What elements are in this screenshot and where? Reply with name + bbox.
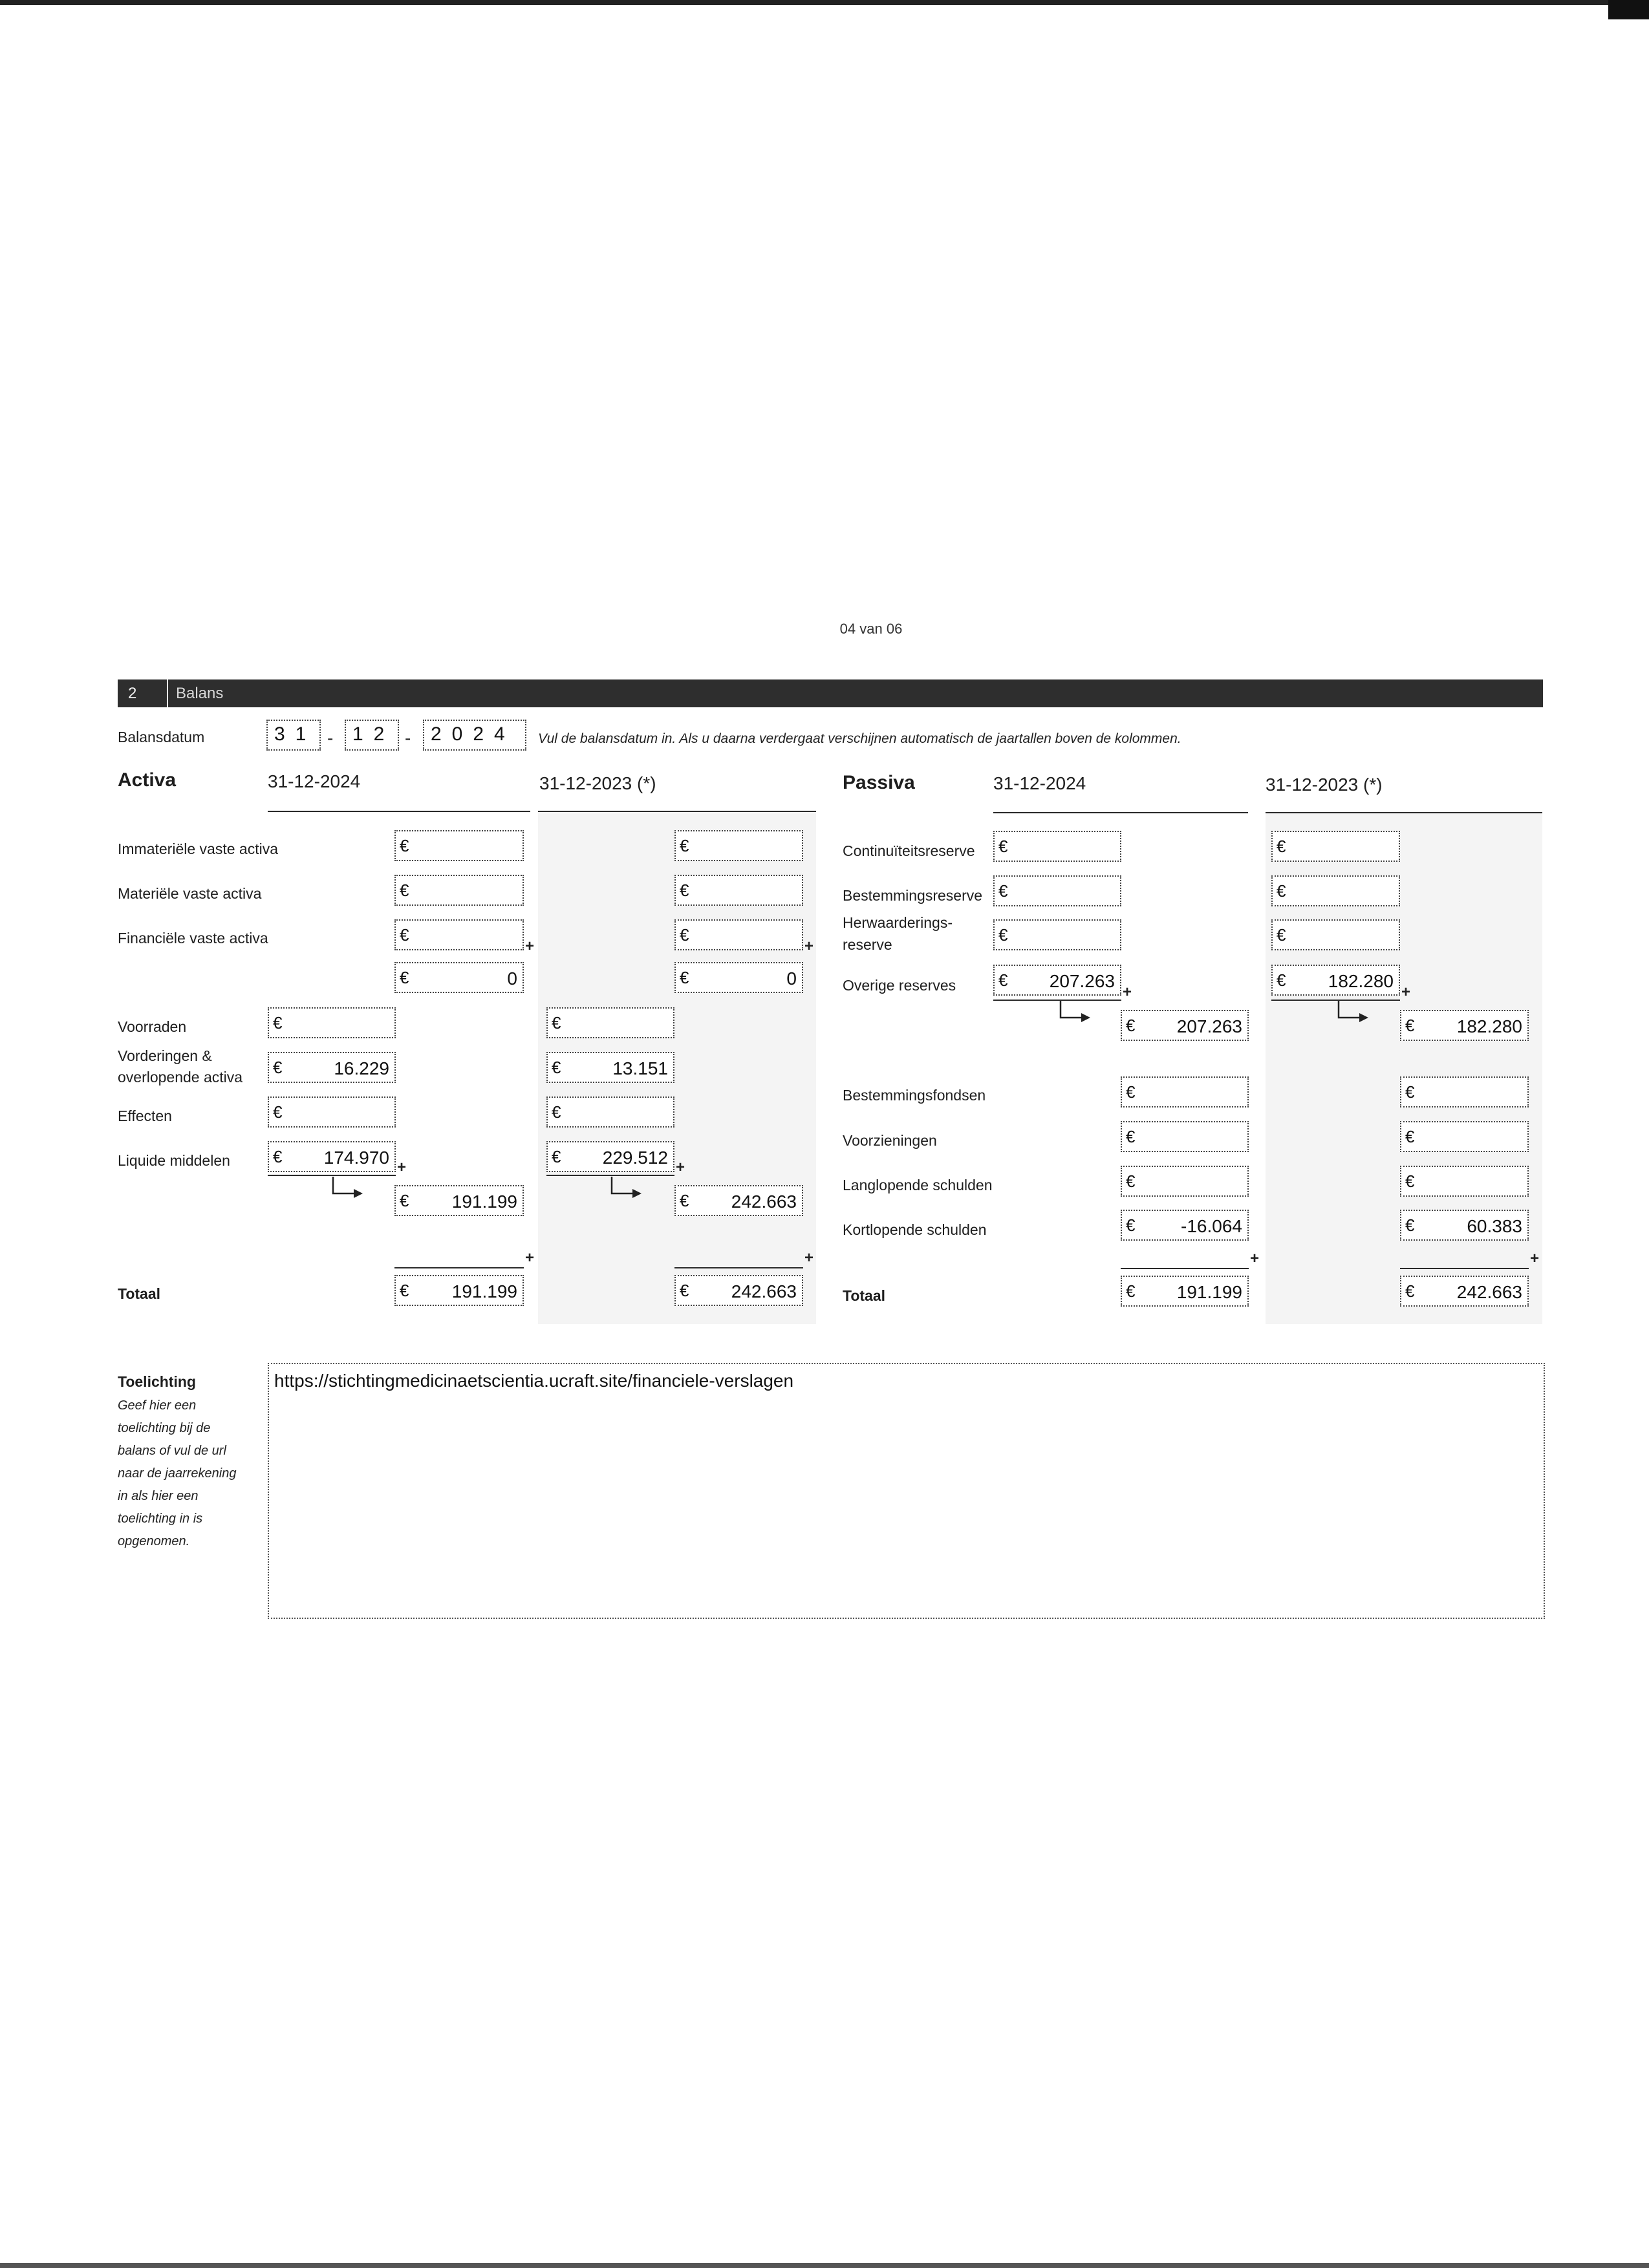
vorderingen-current-field[interactable]: € 16.229 [268, 1052, 396, 1083]
voorzieningen-current-field[interactable]: € [1121, 1121, 1249, 1152]
passiva-current-year: 31-12-2024 [993, 773, 1086, 793]
sum-plus-sign: + [525, 937, 535, 955]
sum-plus-sign: + [525, 1249, 535, 1267]
effecten-current-field[interactable]: € [268, 1097, 396, 1128]
eigen-vermogen-current-subtotal: € 207.263 [1121, 1010, 1249, 1041]
eigen-vermogen-previous-subtotal: € 182.280 [1400, 1010, 1529, 1041]
continuiteit-previous-field[interactable]: € [1271, 831, 1400, 862]
sum-plus-sign: + [804, 1249, 814, 1267]
immateriele-previous-field[interactable]: € [674, 830, 803, 861]
header-rule [268, 811, 530, 812]
section-header [118, 679, 1543, 707]
total-rule [1121, 1268, 1249, 1269]
header-rule [993, 812, 1248, 813]
toelichting-label: Toelichting [118, 1373, 196, 1390]
bestemmingsreserve-current-field[interactable]: € [993, 875, 1121, 906]
total-rule [394, 1267, 524, 1268]
row-label-overige: Overige reserves [843, 977, 956, 994]
toelichting-field[interactable] [268, 1363, 1545, 1619]
row-label-vorderingen-1: Vorderingen & [118, 1047, 212, 1064]
vaste-activa-current-subtotal: € 0 [394, 962, 524, 993]
vaste-activa-previous-subtotal: € 0 [674, 962, 803, 993]
section-number: 2 [118, 679, 168, 707]
bestemmingsfondsen-current-field[interactable]: € [1121, 1076, 1249, 1107]
row-label-materiele: Materiële vaste activa [118, 885, 262, 902]
header-rule [1266, 812, 1542, 813]
financiele-previous-field[interactable]: € [674, 919, 803, 950]
voorraden-previous-field[interactable]: € [546, 1007, 674, 1038]
total-rule [1400, 1268, 1529, 1269]
immateriele-current-field[interactable]: € [394, 830, 524, 861]
date-year-field[interactable]: 2024 [423, 720, 526, 751]
row-label-vorderingen-2: overlopende activa [118, 1069, 243, 1086]
activa-total-label: Totaal [118, 1285, 161, 1302]
overige-current-field[interactable]: € 207.263 [993, 965, 1121, 996]
materiele-current-field[interactable]: € [394, 875, 524, 906]
row-label-langlopend: Langlopende schulden [843, 1177, 993, 1193]
liquide-previous-field[interactable]: € 229.512 [546, 1141, 674, 1172]
row-label-voorraden: Voorraden [118, 1018, 187, 1035]
passiva-previous-year: 31-12-2023 (*) [1266, 775, 1383, 795]
voorzieningen-previous-field[interactable]: € [1400, 1121, 1529, 1152]
row-label-herwaardering-1: Herwaarderings- [843, 914, 953, 931]
row-label-effecten: Effecten [118, 1107, 172, 1124]
sum-plus-sign: + [676, 1159, 685, 1176]
vlottende-activa-previous-subtotal: € 242.663 [674, 1185, 803, 1216]
toelichting-url: https://stichtingmedicinaetscientia.ucraft.site/financiele-verslagen [274, 1371, 794, 1391]
row-label-continuiteit: Continuïteitsreserve [843, 842, 975, 859]
activa-total-previous: € 242.663 [674, 1275, 803, 1306]
balansdatum-label: Balansdatum [118, 729, 205, 745]
carry-arrow-icon [1054, 1000, 1094, 1025]
langlopend-previous-field[interactable]: € [1400, 1166, 1529, 1197]
voorraden-current-field[interactable]: € [268, 1007, 396, 1038]
scan-edge-bottom [0, 2263, 1649, 2268]
toelichting-help-text: Geef hier een toelichting bij de balans of vul de url naar de jaarrekening in als hier een toelichting in is opgenomen. [118, 1398, 237, 1548]
date-separator: - [327, 728, 334, 748]
header-rule [538, 811, 816, 812]
herwaardering-previous-field[interactable]: € [1271, 919, 1400, 950]
scan-edge-top [0, 0, 1649, 5]
row-label-financiele: Financiële vaste activa [118, 930, 268, 947]
liquide-current-field[interactable]: € 174.970 [268, 1141, 396, 1172]
activa-current-year: 31-12-2024 [268, 771, 361, 791]
vlottende-activa-current-subtotal: € 191.199 [394, 1185, 524, 1216]
bestemmingsreserve-previous-field[interactable]: € [1271, 875, 1400, 906]
materiele-previous-field[interactable]: € [674, 875, 803, 906]
herwaardering-current-field[interactable]: € [993, 919, 1121, 950]
sum-plus-sign: + [1401, 983, 1411, 1001]
passiva-heading: Passiva [843, 772, 915, 793]
kortlopend-current-field[interactable]: € -16.064 [1121, 1210, 1249, 1241]
row-label-voorzieningen: Voorzieningen [843, 1132, 937, 1149]
passiva-total-previous: € 242.663 [1400, 1276, 1529, 1307]
sum-plus-sign: + [1250, 1250, 1260, 1267]
row-label-herwaardering-2: reserve [843, 936, 892, 953]
carry-arrow-icon [327, 1175, 367, 1201]
date-separator: - [405, 728, 411, 748]
bestemmingsfondsen-previous-field[interactable]: € [1400, 1076, 1529, 1107]
carry-arrow-icon [605, 1175, 645, 1201]
balansdatum-hint: Vul de balansdatum in. Als u daarna verdergaat verschijnen automatisch de jaartallen boven de kolommen. [538, 731, 1181, 746]
total-rule [674, 1267, 803, 1268]
section-title: Balans [176, 685, 224, 702]
row-label-bestemmingsfondsen: Bestemmingsfondsen [843, 1087, 986, 1104]
carry-arrow-icon [1332, 1000, 1372, 1025]
overige-previous-field[interactable]: € 182.280 [1271, 965, 1400, 996]
effecten-previous-field[interactable]: € [546, 1097, 674, 1128]
passiva-total-label: Totaal [843, 1287, 886, 1304]
row-label-kortlopend: Kortlopende schulden [843, 1221, 987, 1238]
kortlopend-previous-field[interactable]: € 60.383 [1400, 1210, 1529, 1241]
passiva-total-current: € 191.199 [1121, 1276, 1249, 1307]
row-label-liquide: Liquide middelen [118, 1152, 230, 1169]
financiele-current-field[interactable]: € [394, 919, 524, 950]
row-label-immateriele: Immateriële vaste activa [118, 840, 278, 857]
vorderingen-previous-field[interactable]: € 13.151 [546, 1052, 674, 1083]
page-number: 04 van 06 [839, 621, 903, 637]
sum-plus-sign: + [804, 937, 814, 955]
date-day-field[interactable]: 31 [266, 720, 321, 751]
continuiteit-current-field[interactable]: € [993, 831, 1121, 862]
activa-total-current: € 191.199 [394, 1275, 524, 1306]
sum-plus-sign: + [1530, 1250, 1540, 1267]
scan-edge-right [1608, 0, 1649, 19]
sum-plus-sign: + [397, 1159, 407, 1176]
langlopend-current-field[interactable]: € [1121, 1166, 1249, 1197]
sum-plus-sign: + [1123, 983, 1132, 1001]
activa-previous-year: 31-12-2023 (*) [539, 773, 656, 793]
date-month-field[interactable]: 12 [345, 720, 399, 751]
row-label-bestemmingsreserve: Bestemmingsreserve [843, 887, 983, 904]
activa-heading: Activa [118, 769, 177, 791]
